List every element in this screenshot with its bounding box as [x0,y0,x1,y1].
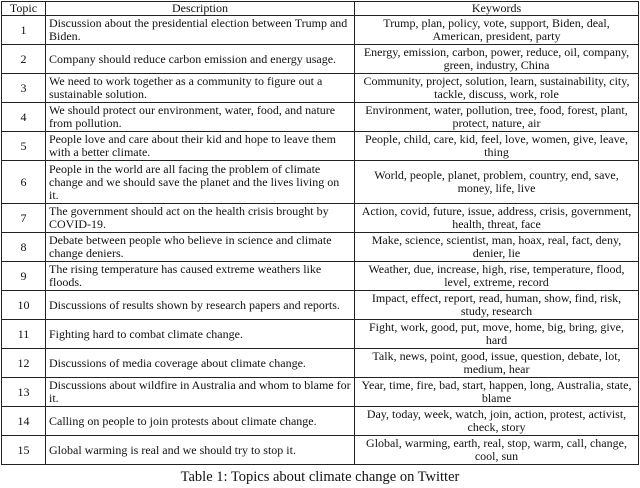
topic-description: We should protect our environment, water, food, and nature from pollution. [46,103,355,132]
topic-keywords: Talk, news, point, good, issue, question, debate, lot, medium, hear [355,349,639,378]
topic-description: Discussions of media coverage about climate change. [46,349,355,378]
topic-number: 11 [2,320,46,349]
topic-keywords: Year, time, fire, bad, start, happen, long, Australia, state, blame [355,378,639,407]
topic-number: 9 [2,262,46,291]
topic-number: 7 [2,204,46,233]
topic-keywords: Fight, work, good, put, move, home, big, bring, give, hard [355,320,639,349]
table-row [2,262,639,291]
topic-description: The government should act on the health crisis brought by COVID-19. [46,204,355,233]
header-description: Description [46,2,355,16]
topic-number: 1 [2,16,46,45]
topic-description: We need to work together as a community to figure out a sustainable solution. [46,74,355,103]
topic-description: Discussions of results shown by research papers and reports. [46,291,355,320]
topic-keywords: Global, warming, earth, real, stop, warm, call, change, cool, sun [355,436,639,465]
table-row [2,291,639,320]
topic-number: 14 [2,407,46,436]
topic-description: Fighting hard to combat climate change. [46,320,355,349]
topic-description: The rising temperature has caused extreme weathers like floods. [46,262,355,291]
topic-keywords: Energy, emission, carbon, power, reduce, oil, company, green, industry, China [355,45,639,74]
table-row [2,407,639,436]
topic-keywords: People, child, care, kid, feel, love, women, give, leave, thing [355,132,639,161]
table-row [2,132,639,161]
topic-keywords: Impact, effect, report, read, human, show, find, risk, study, research [355,291,639,320]
table-row [2,204,639,233]
topic-number: 4 [2,103,46,132]
topic-keywords: Trump, plan, policy, vote, support, Biden, deal, American, president, party [355,16,639,45]
table-row [2,103,639,132]
topic-keywords: Environment, water, pollution, tree, food, forest, plant, protect, nature, air [355,103,639,132]
topic-description: Global warming is real and we should try to stop it. [46,436,355,465]
topic-keywords: Day, today, week, watch, join, action, protest, activist, check, story [355,407,639,436]
topic-number: 3 [2,74,46,103]
topic-keywords: World, people, planet, problem, country, end, save, money, life, live [355,161,639,204]
topic-keywords: Weather, due, increase, high, rise, temperature, flood, level, extreme, record [355,262,639,291]
topic-description: People in the world are all facing the problem of climate change and we should save the planet and the lives living on it. [46,161,355,204]
topic-keywords: Community, project, solution, learn, sustainability, city, tackle, discuss, work, role [355,74,639,103]
topic-number: 5 [2,132,46,161]
table-row [2,436,639,465]
topic-description: Calling on people to join protests about climate change. [46,407,355,436]
table-row [2,378,639,407]
header-keywords: Keywords [355,2,639,16]
topic-number: 10 [2,291,46,320]
table-caption: Table 1: Topics about climate change on Twitter [180,469,460,485]
topic-description: Company should reduce carbon emission and energy usage. [46,45,355,74]
topic-number: 13 [2,378,46,407]
topic-description: Debate between people who believe in science and climate change deniers. [46,233,355,262]
topic-description: People love and care about their kid and hope to leave them with a better climate. [46,132,355,161]
topic-description: Discussions about wildfire in Australia and whom to blame for it. [46,378,355,407]
topics-table [1,1,639,465]
topic-description: Discussion about the presidential election between Trump and Biden. [46,16,355,45]
table-row [2,16,639,45]
topic-number: 2 [2,45,46,74]
topic-number: 12 [2,349,46,378]
table-row [2,161,639,204]
topic-keywords: Action, covid, future, issue, address, crisis, government, health, threat, face [355,204,639,233]
table-row [2,320,639,349]
table-row [2,233,639,262]
header-topic: Topic [2,2,46,16]
table-row [2,45,639,74]
topic-number: 6 [2,161,46,204]
table-row [2,74,639,103]
topic-keywords: Make, science, scientist, man, hoax, real, fact, deny, denier, lie [355,233,639,262]
topic-number: 8 [2,233,46,262]
topic-number: 15 [2,436,46,465]
table-row [2,349,639,378]
header-row [2,2,639,16]
